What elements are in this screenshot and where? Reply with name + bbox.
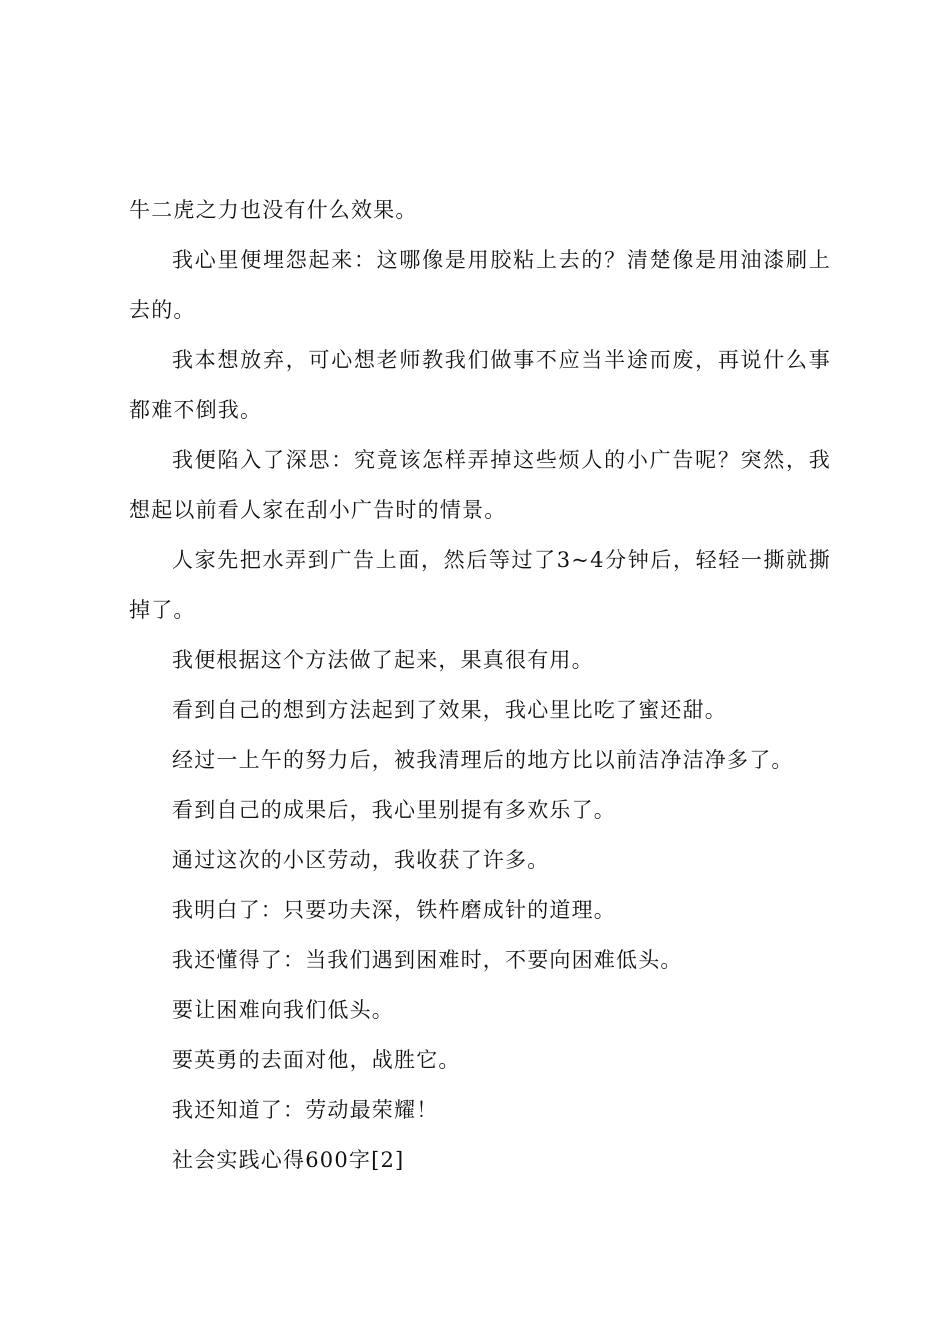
- paragraph: 人家先把水弄到广告上面，然后等过了3~4分钟后，轻轻一撕就撕掉了。: [129, 548, 831, 622]
- paragraph: 看到自己的想到方法起到了效果，我心里比吃了蜜还甜。: [172, 698, 727, 722]
- paragraph: 我心里便埋怨起来：这哪像是用胶粘上去的？清楚像是用油漆刷上去的。: [129, 248, 831, 322]
- paragraph: 我本想放弃，可心想老师教我们做事不应当半途而废，再说什么事都难不倒我。: [129, 348, 831, 422]
- paragraph: 我还知道了：劳动最荣耀！: [172, 1098, 439, 1122]
- paragraph: 要英勇的去面对他，战胜它。: [172, 1048, 461, 1072]
- paragraph: 经过一上午的努力后，被我清理后的地方比以前洁净洁净多了。: [172, 748, 794, 772]
- paragraph: 我明白了：只要功夫深，铁杵磨成针的道理。: [172, 898, 616, 922]
- paragraph: 通过这次的小区劳动，我收获了许多。: [172, 848, 550, 872]
- paragraph: 我便陷入了深思：究竟该怎样弄掉这些烦人的小广告呢？突然，我想起以前看人家在刮小广告时的情景。: [129, 448, 831, 522]
- paragraph: 我便根据这个方法做了起来，果真很有用。: [172, 648, 594, 672]
- section-heading: 社会实践心得600字[2]: [172, 1148, 405, 1172]
- document-body: [129, 185, 831, 1185]
- paragraph: 看到自己的成果后，我心里别提有多欢乐了。: [172, 798, 616, 822]
- paragraph-continuation: 牛二虎之力也没有什么效果。: [129, 198, 418, 222]
- paragraph: 要让困难向我们低头。: [172, 998, 394, 1022]
- paragraph: 我还懂得了：当我们遇到困难时，不要向困难低头。: [172, 948, 683, 972]
